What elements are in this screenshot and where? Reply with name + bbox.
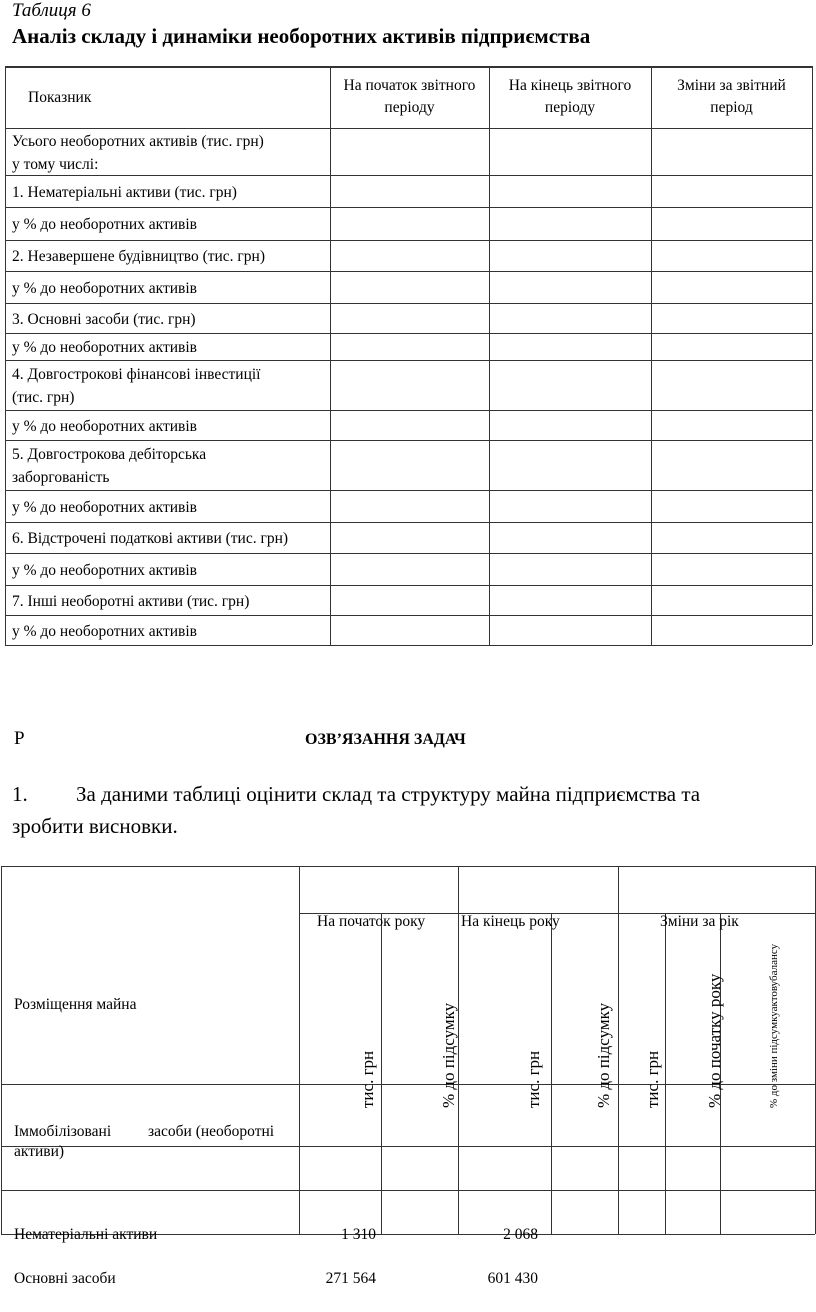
table-column-rule: [330, 66, 331, 645]
table-rule: [1, 1190, 815, 1191]
table-column-rule: [381, 913, 382, 1234]
table-input-cell[interactable]: [653, 492, 810, 520]
table-rule: [5, 240, 812, 241]
table-input-cell[interactable]: [332, 587, 487, 613]
table-row-label: [12, 130, 264, 176]
row-label: Основні засоби: [14, 1270, 116, 1287]
table-row-label: [12, 308, 196, 331]
row-label: Нематеріальні активи: [14, 1226, 158, 1243]
header-period: [489, 75, 651, 119]
subheader-rotated: % до зміни підсумкуактовубалансу: [768, 943, 780, 1108]
task-text-line1: За даними таблиці оцінити склад та структуру майна підприємства та: [76, 782, 701, 806]
table-input-cell[interactable]: [653, 412, 810, 438]
table-input-cell[interactable]: [491, 177, 649, 205]
value-end: 601 430: [487, 1270, 538, 1287]
table-input-cell[interactable]: [491, 273, 649, 301]
table-input-cell[interactable]: [653, 335, 810, 358]
row-label-line: Усього необоротних активів (тис. грн): [12, 132, 264, 150]
table-input-cell[interactable]: [491, 412, 649, 438]
table-column-rule: [665, 913, 666, 1234]
table-input-cell[interactable]: [332, 555, 487, 583]
row-label-line: у % до необоротних активів: [12, 417, 197, 435]
row-label-line: 2. Незавершене будівництво (тис. грн): [12, 248, 265, 265]
table-row-label: [12, 590, 249, 613]
table-rule: [5, 207, 812, 208]
table-rule: [5, 585, 812, 586]
header-line: Зміни за звітний: [677, 77, 786, 94]
table-input-cell[interactable]: [653, 524, 810, 551]
subheader-rotated: тис. грн: [643, 1050, 662, 1108]
table-row-label: [12, 181, 237, 204]
table-input-cell[interactable]: [332, 209, 487, 238]
table-input-cell[interactable]: [332, 177, 487, 205]
table-input-cell[interactable]: [491, 555, 649, 583]
table-column-rule: [812, 66, 813, 645]
table-input-cell[interactable]: [332, 524, 487, 551]
table-input-cell[interactable]: [491, 442, 649, 488]
table-rule: [5, 271, 812, 272]
table-caption: Таблиця 6: [12, 0, 91, 21]
table-row-label: [12, 277, 197, 300]
table-input-cell[interactable]: [653, 617, 810, 643]
table-input-cell[interactable]: [653, 555, 810, 583]
table-input-cell[interactable]: [332, 362, 487, 408]
value-end: 2 068: [503, 1226, 538, 1243]
table-input-cell[interactable]: [332, 335, 487, 358]
table-input-cell[interactable]: [653, 209, 810, 238]
row-label-line: 4. Довгострокові фінансові інвестиції: [12, 366, 261, 383]
header-line: На кінець звітного: [508, 77, 632, 94]
section-heading: ОЗВ’ЯЗАННЯ ЗАДАЧ: [305, 731, 466, 748]
table-column-rule: [299, 866, 300, 1234]
table-input-cell[interactable]: [653, 442, 810, 488]
table-column-rule: [651, 66, 652, 645]
table-input-cell[interactable]: [653, 362, 810, 408]
table-rule: [5, 303, 812, 304]
table-input-cell[interactable]: [491, 524, 649, 551]
table-row-label: [12, 213, 197, 236]
table-input-cell[interactable]: [332, 130, 487, 173]
table-input-cell[interactable]: [491, 130, 649, 173]
table-row-label: [12, 527, 288, 550]
row-label-line: 5. Довгострокова дебіторська: [12, 446, 207, 463]
table-title: Аналіз складу і динаміки необоротних активів підприємства: [12, 24, 591, 48]
row-label-line: заборгованість: [12, 469, 110, 486]
section-label-1: Іммобілізовані: [14, 1123, 112, 1140]
header-indicator: Показник: [28, 89, 92, 106]
table-input-cell[interactable]: [491, 209, 649, 238]
table-row-label: [12, 415, 197, 438]
table-input-cell[interactable]: [491, 617, 649, 643]
table-rule: [1, 1084, 815, 1085]
value-start: 271 564: [325, 1270, 376, 1287]
section-letter: Р: [14, 728, 25, 749]
table-input-cell[interactable]: [653, 177, 810, 205]
section-label-3: активи): [14, 1143, 65, 1160]
table-rule: [5, 522, 812, 523]
row-label-line: у % до необоротних активів: [12, 339, 197, 356]
group-header: На початок року: [317, 913, 426, 930]
header-line: періоду: [544, 99, 596, 116]
table-rule: [5, 410, 812, 411]
table-rule: [5, 553, 812, 554]
subheader-rotated: % до підсумку: [594, 1002, 613, 1108]
group-header: На кінець року: [461, 913, 560, 930]
header-period: [651, 75, 812, 119]
table-column-rule: [618, 866, 619, 1234]
table-row-label: [12, 496, 197, 519]
value-start: 1 310: [341, 1226, 376, 1243]
table-rule: [5, 333, 812, 334]
table-row-label: [12, 336, 197, 359]
table-rule: [1, 1146, 815, 1147]
header-line: На початок звітного: [343, 77, 476, 94]
row-label-line: у % до необоротних активів: [12, 622, 197, 640]
subheader-rotated: % до підсумку: [439, 1002, 458, 1108]
table-input-cell[interactable]: [332, 242, 487, 269]
table-input-cell[interactable]: [332, 273, 487, 301]
table-column-rule: [5, 66, 6, 645]
table-input-cell[interactable]: [653, 242, 810, 269]
table-rule: [5, 440, 812, 441]
row-label-line: у тому числі:: [12, 155, 99, 173]
table-input-cell[interactable]: [491, 362, 649, 408]
row-label-line: у % до необоротних активів: [12, 498, 197, 516]
table-input-cell[interactable]: [491, 242, 649, 269]
table-rule: [5, 66, 812, 68]
table-input-cell[interactable]: [653, 130, 810, 173]
table-input-cell[interactable]: [653, 305, 810, 331]
table-input-cell[interactable]: [332, 492, 487, 520]
table-input-cell[interactable]: [332, 617, 487, 643]
table-input-cell[interactable]: [491, 587, 649, 613]
table-column-rule: [551, 913, 552, 1234]
table-input-cell[interactable]: [491, 305, 649, 331]
row-label-line: 7. Інші необоротні активи (тис. грн): [12, 592, 250, 610]
row-label-line: (тис. грн): [12, 389, 75, 406]
row-label-line: 1. Нематеріальні активи (тис. грн): [12, 183, 237, 201]
row-label-line: у % до необоротних активів: [12, 216, 197, 233]
table-input-cell[interactable]: [332, 442, 487, 488]
table-rule: [5, 615, 812, 616]
group-header: Зміни за рік: [660, 913, 739, 930]
subheader-rotated: тис. грн: [358, 1050, 377, 1108]
table-input-cell[interactable]: [491, 335, 649, 358]
table-row-label: [12, 620, 197, 643]
row-label-line: 6. Відстрочені податкові активи (тис. грн): [12, 530, 289, 547]
subheader-rotated: % до початку року: [705, 973, 724, 1108]
table-rule: [1, 866, 815, 867]
table-column-rule: [1, 866, 2, 1234]
table-row-label: [12, 363, 260, 409]
header-period: [330, 75, 489, 119]
section-label-2: засоби (необоротні: [148, 1123, 275, 1140]
row-label-line: у % до необоротних активів: [12, 561, 197, 579]
row-label-line: у % до необоротних активів: [12, 279, 197, 297]
table-column-rule: [489, 66, 490, 645]
header-line: період: [710, 99, 753, 116]
task-number: 1.: [12, 782, 28, 806]
task-text-line2: зробити висновки.: [12, 814, 178, 838]
table-input-cell[interactable]: [332, 412, 487, 438]
subheader-rotated: тис. грн: [524, 1050, 543, 1108]
table-row-label: [12, 443, 206, 489]
table-rule: [5, 490, 812, 491]
row-label-line: 3. Основні засоби (тис. грн): [12, 310, 196, 328]
table-row-label: [12, 245, 265, 268]
table-rule: [5, 360, 812, 361]
table-row-label: [12, 559, 197, 582]
table-input-cell[interactable]: [653, 273, 810, 301]
table-input-cell[interactable]: [491, 492, 649, 520]
column-header-placement: Розміщення майна: [14, 996, 137, 1013]
table-input-cell[interactable]: [332, 305, 487, 331]
header-line: періоду: [384, 99, 435, 116]
table-input-cell[interactable]: [653, 587, 810, 613]
table-rule: [5, 645, 812, 646]
